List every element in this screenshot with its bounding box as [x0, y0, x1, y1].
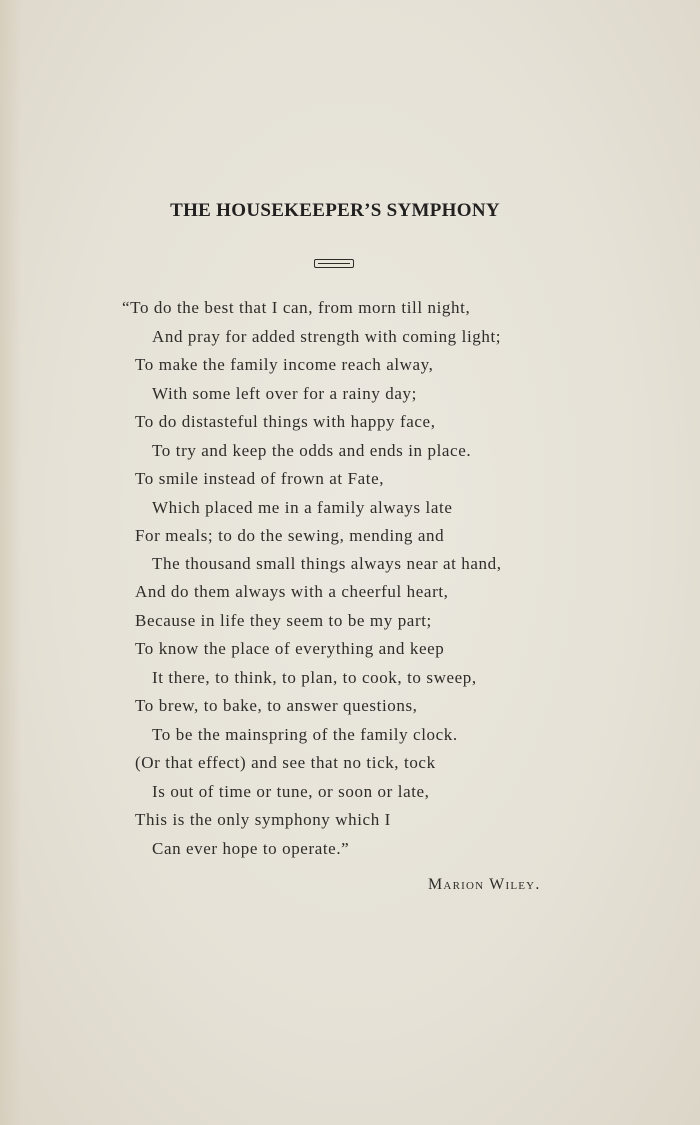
poem-line: “To do the best that I can, from morn till night,	[122, 298, 471, 317]
poem-line: Can ever hope to operate.”	[152, 839, 350, 858]
poem-line: To do distasteful things with happy face,	[135, 412, 436, 431]
poem-line: Is out of time or tune, or soon or late,	[152, 782, 430, 801]
poem-line: For meals; to do the sewing, mending and	[135, 526, 445, 545]
poem-line: And do them always with a cheerful heart,	[135, 582, 449, 601]
poem-line: To try and keep the odds and ends in place.	[152, 441, 472, 460]
poem-line: With some left over for a rainy day;	[152, 384, 417, 403]
poem-title: THE HOUSEKEEPER’S SYMPHONY	[170, 200, 500, 221]
poem-line: Which placed me in a family always late	[152, 498, 453, 517]
poem-line: And pray for added strength with coming light;	[152, 327, 502, 346]
poem-line: The thousand small things always near at hand,	[152, 554, 502, 573]
poem-line: Because in life they seem to be my part;	[135, 611, 432, 630]
poem-line: This is the only symphony which I	[135, 810, 391, 829]
poem-line: (Or that effect) and see that no tick, tock	[135, 753, 436, 772]
poem-line: To know the place of everything and keep	[135, 639, 445, 658]
poem-line: To be the mainspring of the family clock.	[152, 725, 458, 744]
divider-ornament	[314, 259, 354, 268]
poem-line: To make the family income reach alway,	[135, 355, 434, 374]
author-signature: Marion Wiley.	[428, 876, 541, 893]
poem-line: It there, to think, to plan, to cook, to sweep,	[152, 668, 477, 687]
poem-line: To smile instead of frown at Fate,	[135, 469, 385, 488]
page-edge-shadow	[0, 0, 22, 1125]
poem-line: To brew, to bake, to answer questions,	[135, 696, 418, 715]
